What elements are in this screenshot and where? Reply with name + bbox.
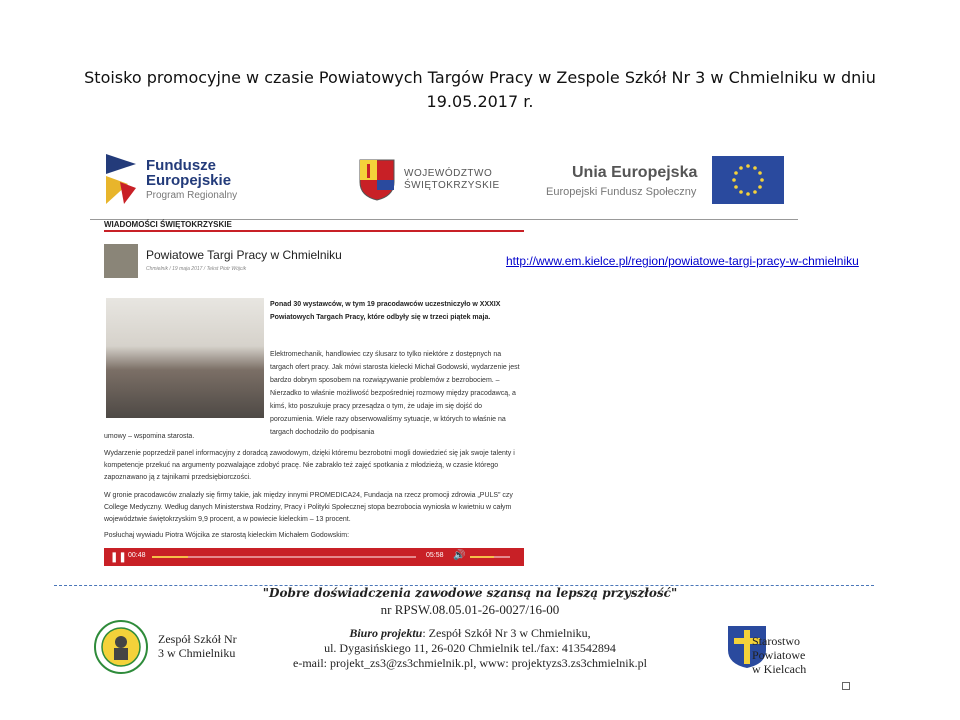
fe-logo-subtext: Program Regionalny <box>146 190 238 201</box>
project-number: nr RPSW.08.05.01-26-0027/16-00 <box>380 602 560 617</box>
current-time: 00:48 <box>128 552 146 559</box>
office-label: Biuro projektu <box>349 626 423 640</box>
school-emblem-icon <box>94 620 148 674</box>
progress-track[interactable] <box>152 556 416 558</box>
article-screenshot <box>104 218 524 568</box>
eu-logo-strip <box>96 146 796 220</box>
starostwo-name: Starostwo Powiatowe w Kielcach <box>752 634 807 676</box>
eu-flag-icon <box>712 156 784 204</box>
office-address: ul. Dygasińskiego 11, 26-020 Chmielnik tel./fax: 413542894 <box>324 641 616 655</box>
section-bar <box>104 230 524 232</box>
fundusze-europejskie-icon <box>106 154 136 204</box>
office-contact: e-mail: projekt_zs3@zs3chmielnik.pl, www: projektyzs3.zs3chmielnik.pl <box>293 656 647 670</box>
article-paragraph-3: W gronie pracodawców znalazły się firmy takie, jak między innymi PROMEDICA24, Fundacja na rzecz promocji zdrowia „PULS” czy College Medyczny. Według danych Ministerstwa Rodziny, Pracy i Polityki Społecznej stopa bezrobocia wyniosła w kwietniu w całym województwie świętokrzyskim 9,9 procent, a w powiecie kieleckim – 13 procent. <box>104 492 513 523</box>
school-name: Zespół Szkół Nr 3 w Chmielniku <box>158 632 237 660</box>
article-lead: Ponad 30 wystawców, w tym 19 pracodawców uczestniczyło w XXXIX Powiatowych Targach Pracy, które odbyły się w trzeci piątek maja. <box>270 301 501 321</box>
article-paragraph-1-end: umowy – wspomina starosta. <box>104 433 195 440</box>
office-name: : Zespół Szkół Nr 3 w Chmielniku, <box>422 626 591 640</box>
section-label: WIADOMOŚCI ŚWIĘTOKRZYSKIE <box>104 220 232 229</box>
article-title: Powiatowe Targi Pracy w Chmielniku <box>146 248 342 262</box>
article-link[interactable]: http://www.em.kielce.pl/region/powiatowe-targi-pracy-w-chmielniku <box>506 254 859 268</box>
pause-icon[interactable]: ❚❚ <box>110 552 127 563</box>
unia-europejska-title: Unia Europejska <box>572 164 698 181</box>
duration: 05:58 <box>426 552 444 559</box>
article-paragraph-2: Wydarzenie poprzedził panel informacyjny z doradcą zawodowym, dzięki któremu bezrobotni mogli dowiedzieć się jak swoje talenty i kompetencje przekuć na argumenty pozwalające zdobyć pracę. Nie zabrakło też zajęć spotkania z młodzieżą, w czasie którego zapoznawano ją z tajnikami przedsiębiorczości. <box>104 450 515 481</box>
article-paragraph-4: Posłuchaj wywiadu Piotra Wójcika ze starostą kieleckim Michałem Godowskim: <box>104 532 350 539</box>
efs-subtitle: Europejski Fundusz Społeczny <box>546 186 697 198</box>
article-meta: Chmielnik / 19 maja 2017 / Tekst Piotr Wójcik <box>146 266 247 272</box>
progress-fill <box>152 556 188 558</box>
article-paragraph-1: Elektromechanik, handlowiec czy ślusarz to tylko niektóre z dostępnych na targach ofert pracy. Jak mówi starosta kielecki Michał Godowski, wydarzenie jest bardzo dobrym sposobem na rozwiązywanie problemów z bezrobociem. – Nierzadko to właśnie możliwość bezpośredniej rozmowy między pracodawcą, a kimś, kto poszukuje pracy przesądza o tym, że udaje im się dojść do porozumienia. Wiele razy obserwowaliśmy sytuacje, w których to właśnie na targach dochodziło do podpisania <box>270 351 520 436</box>
article-photo <box>106 298 264 418</box>
volume-fill <box>470 556 494 558</box>
volume-slider[interactable] <box>470 556 510 558</box>
wojewodztwo-logo-text: WOJEWÓDZTWO ŚWIĘTOKRZYSKIE <box>404 168 500 191</box>
author-avatar <box>104 244 138 278</box>
corner-marker <box>842 682 850 690</box>
wojewodztwo-crest-icon <box>358 158 396 202</box>
audio-player[interactable] <box>104 548 524 566</box>
slide-title: Stoisko promocyjne w czasie Powiatowych Targów Pracy w Zespole Szkół Nr 3 w Chmielniku w dniu 19.05.2017 r. <box>84 68 876 111</box>
project-office-info <box>270 626 670 671</box>
fe-logo-text: Fundusze Europejskie <box>146 157 232 189</box>
volume-icon[interactable]: 🔊 <box>453 550 466 561</box>
project-motto: "Dobre doświadczenia zawodowe szansą na lepszą przyszłość" <box>262 586 678 600</box>
